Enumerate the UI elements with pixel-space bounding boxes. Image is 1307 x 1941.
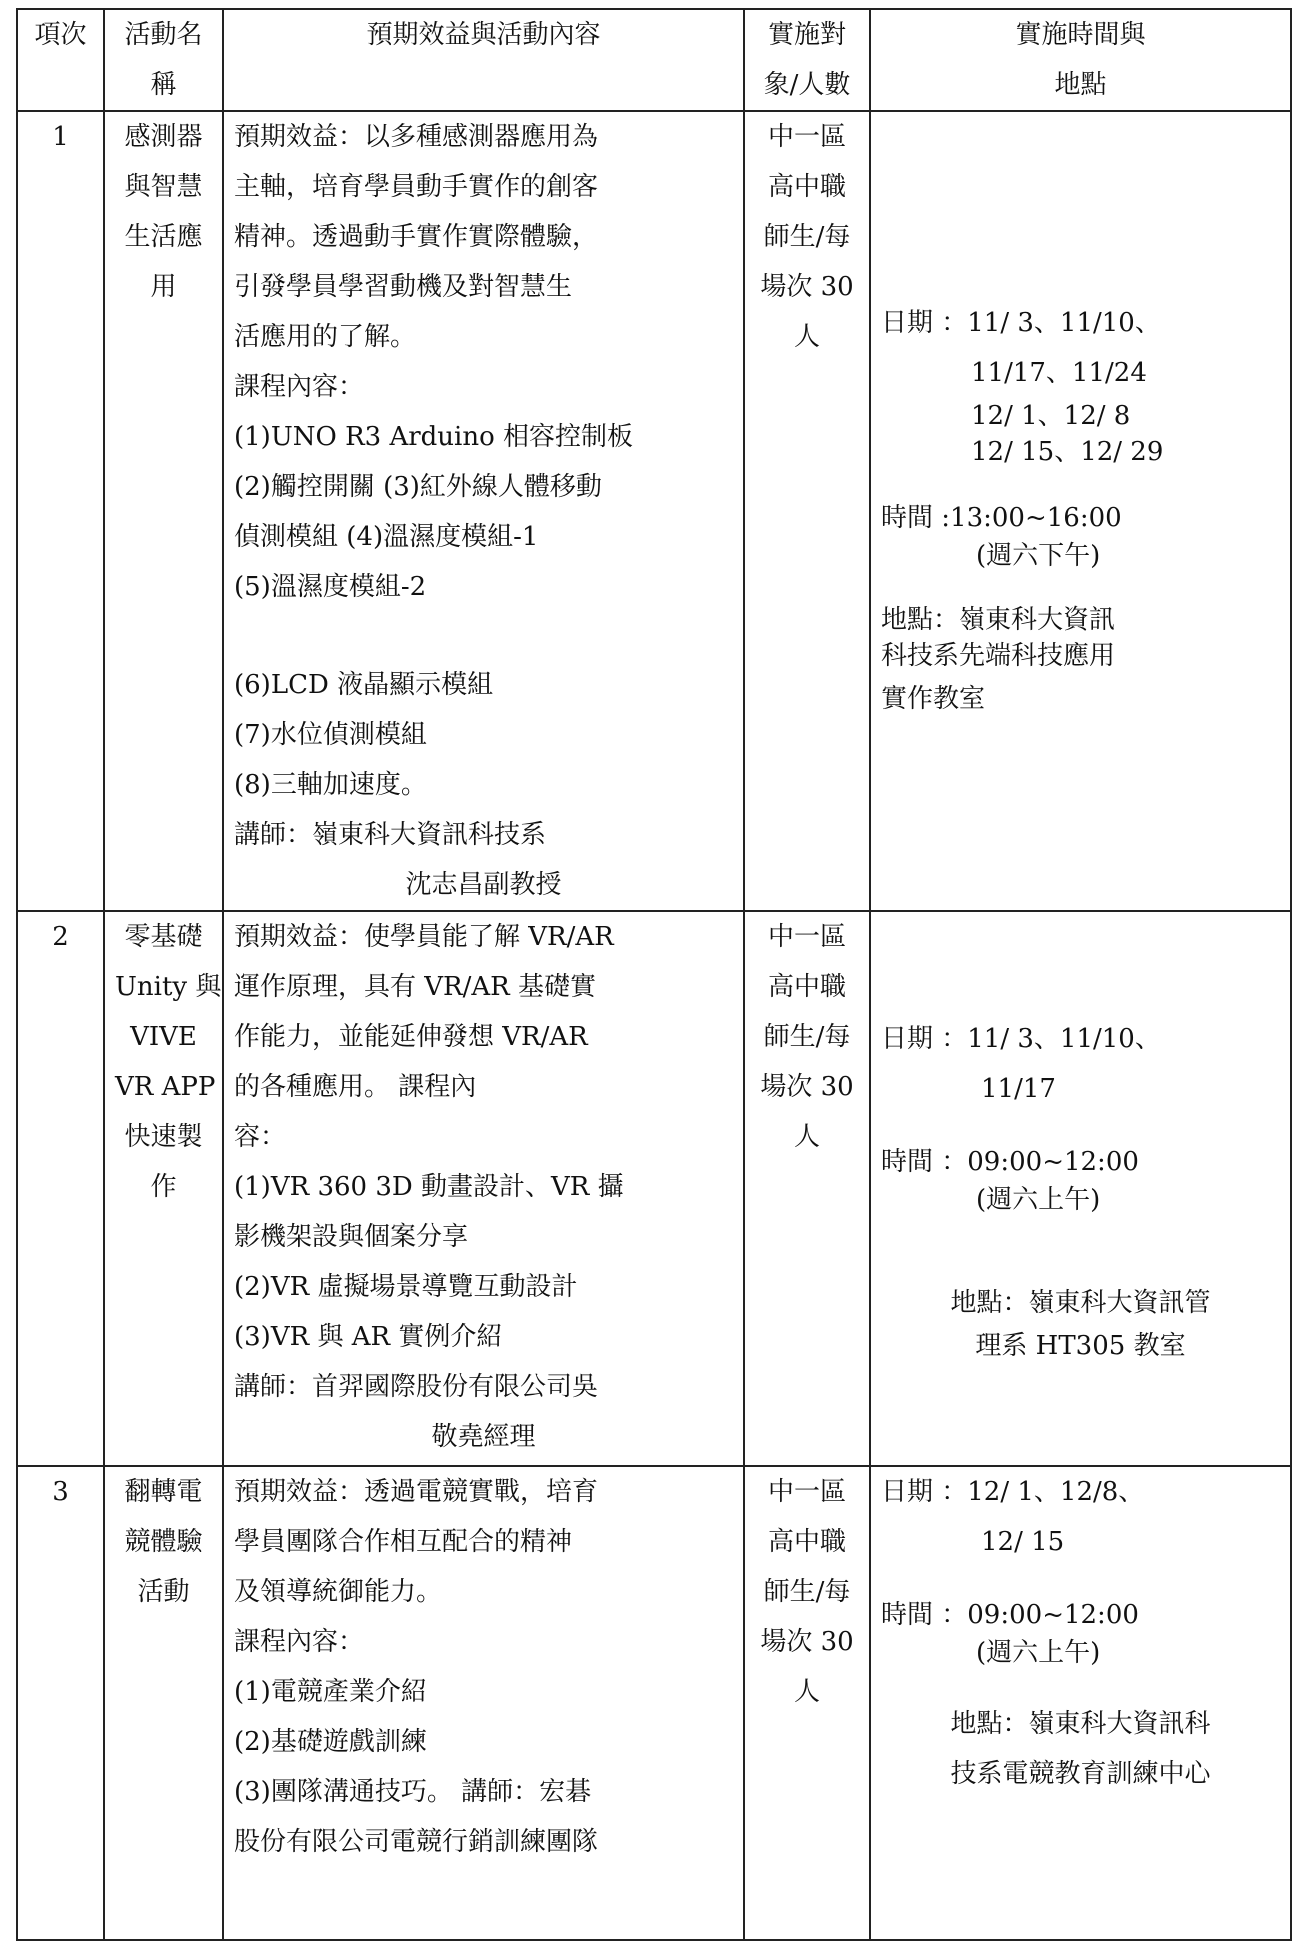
header-num: 項次 [17, 9, 104, 111]
activity-description: 預期效益：使學員能了解 VR/AR 運作原理，具有 VR/AR 基礎實 作能力，並能延伸發想 VR/AR 的各種應用。 課程內 容： (1)VR 360 3D 動畫設計、VR 攝 影機架設與個案分享 (2)VR 虛擬場景導覽互動設計 (3)VR 與 AR 實例介紹 講師：首羿國際股份有限公司吳 敬堯經理 [223, 911, 744, 1466]
schedule-place: 日期 ：11/ 3、11/10、 11/17 時間 ：09:00~12:00 (週六上午) 地點：嶺東科大資訊管 理系 HT305 教室 [870, 911, 1291, 1466]
activity-name: 零基礎 Unity 與 VIVE VR APP 快速製 作 [104, 911, 223, 1466]
row-number: 2 [17, 911, 104, 1466]
activity-table [16, 8, 1292, 1941]
activity-description: 預期效益：透過電競實戰，培育 學員團隊合作相互配合的精神 及領導統御能力。 課程內容： (1)電競產業介紹 (2)基礎遊戲訓練 (3)團隊溝通技巧。 講師：宏碁 股份有限公司電競行銷訓練團隊 [223, 1466, 744, 1940]
header-name: 活動名稱 [104, 9, 223, 111]
schedule-place: 日期 ：11/ 3、11/10、 11/17、11/24 12/ 1、12/ 8 12/ 15、12/ 29 時間 :13:00~16:00 (週六下午) 地點：嶺東科大資訊 科技系先端科技應用 實作教室 [870, 111, 1291, 911]
activity-name: 感測器 與智慧 生活應 用 [104, 111, 223, 911]
header-time-place: 實施時間與 地點 [870, 9, 1291, 111]
table-row [17, 1466, 1291, 1940]
header-desc: 預期效益與活動內容 [223, 9, 744, 111]
activity-description: 預期效益：以多種感測器應用為 主軸，培育學員動手實作的創客 精神。透過動手實作實際體驗， 引發學員學習動機及對智慧生 活應用的了解。 課程內容： (1)UNO R3 Arduino 相容控制板 (2)觸控開關 (3)紅外線人體移動 偵測模組 (4)溫濕度模組-1 (5)溫濕度模組-2 (6)LCD 液晶顯示模組 (7)水位偵測模組 (8)三軸加速度。 講師：嶺東科大資訊科技系 沈志昌副教授 [223, 111, 744, 911]
target-audience: 中一區 高中職 師生/每 場次 30 人 [744, 111, 870, 911]
activity-name: 翻轉電 競體驗 活動 [104, 1466, 223, 1940]
schedule-place: 日期 ：12/ 1、12/8、 12/ 15 時間 ：09:00~12:00 (週六上午) 地點：嶺東科大資訊科 技系電競教育訓練中心 [870, 1466, 1291, 1940]
table-row [17, 911, 1291, 1466]
row-number: 3 [17, 1466, 104, 1940]
row-number: 1 [17, 111, 104, 911]
target-audience: 中一區 高中職 師生/每 場次 30 人 [744, 1466, 870, 1940]
header-target: 實施對 象/人數 [744, 9, 870, 111]
target-audience: 中一區 高中職 師生/每 場次 30 人 [744, 911, 870, 1466]
table-header-row [17, 9, 1291, 111]
table-row [17, 111, 1291, 911]
